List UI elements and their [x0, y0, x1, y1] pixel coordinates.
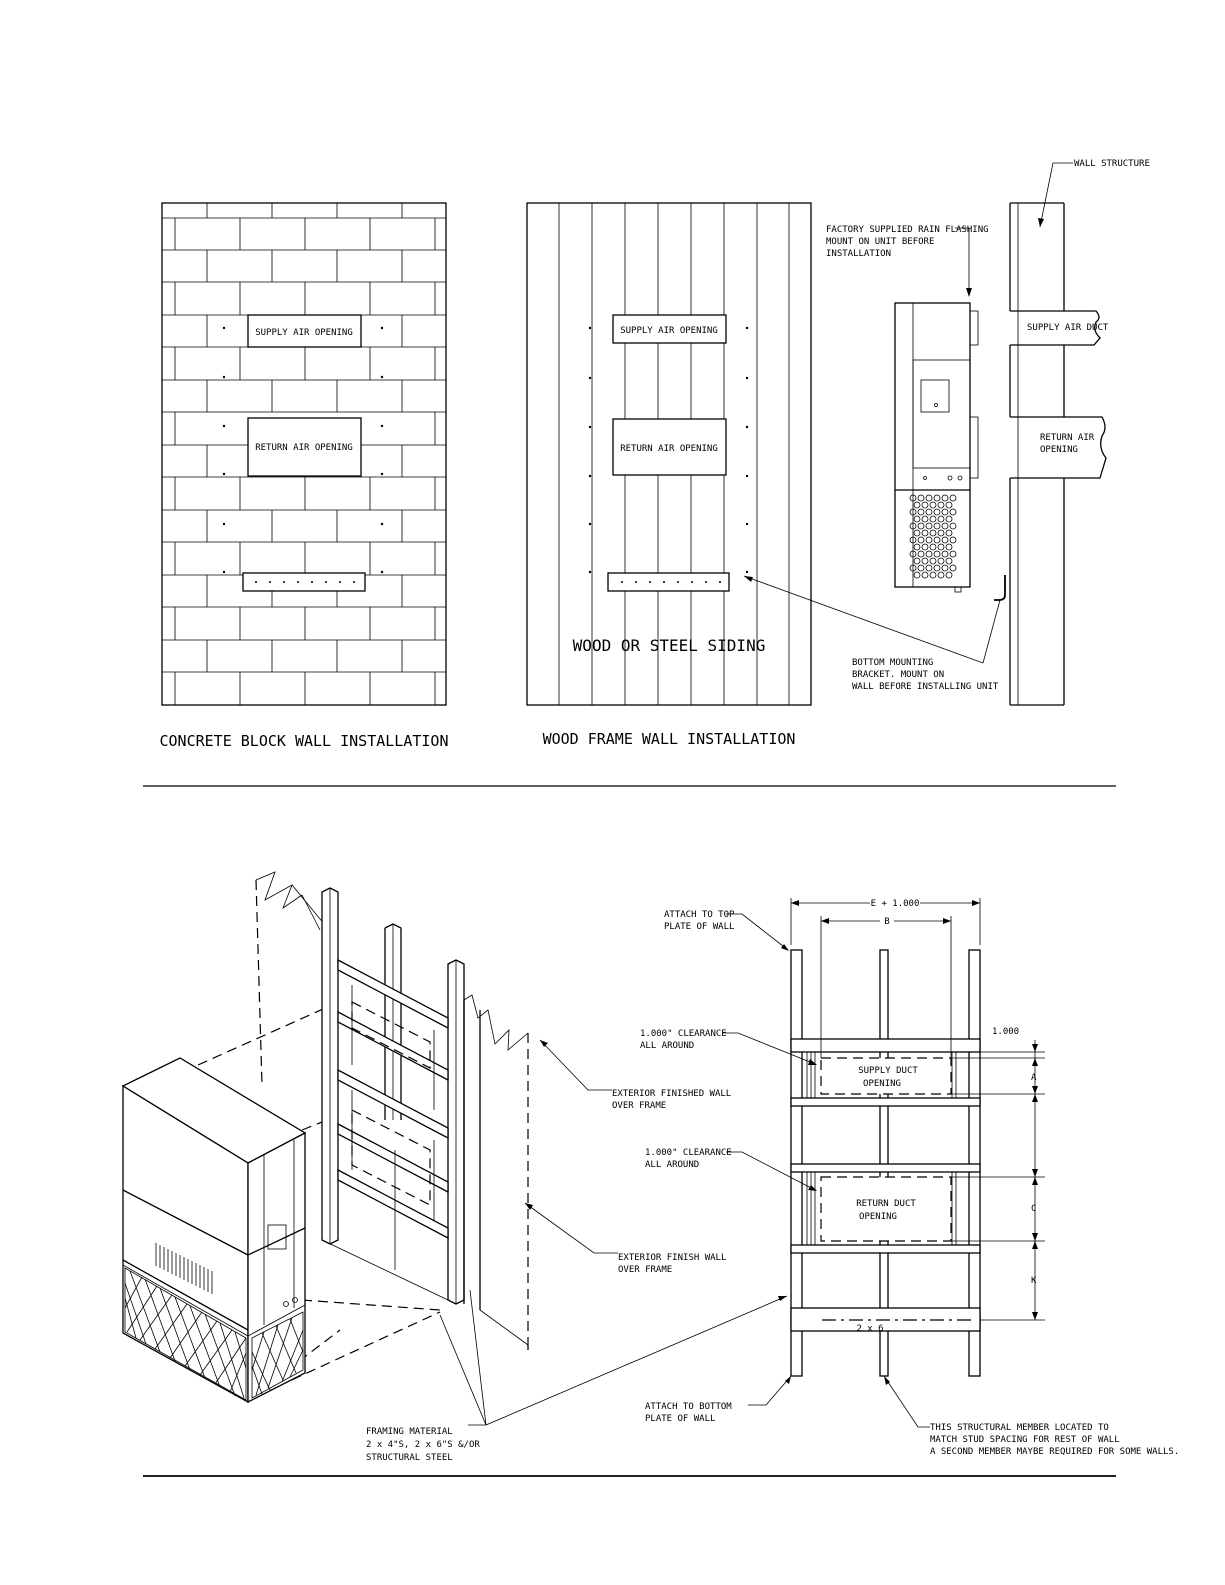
dim-e-label: E + 1.000: [870, 899, 920, 909]
attach-top-label-1: ATTACH TO TOP: [664, 910, 735, 920]
exterior-wall-label-2a: EXTERIOR FINISH WALL: [618, 1253, 727, 1263]
attach-bottom-label-1: ATTACH TO BOTTOM: [645, 1402, 732, 1412]
clearance-1-label-b: ALL AROUND: [640, 1041, 695, 1051]
wood-caption: WOOD FRAME WALL INSTALLATION: [542, 730, 796, 748]
framing-label-1: FRAMING MATERIAL: [366, 1427, 453, 1437]
exterior-wall-label-1a: EXTERIOR FINISHED WALL: [612, 1089, 732, 1099]
flashing-label-1: FACTORY SUPPLIED RAIN FLASHING: [826, 225, 989, 235]
wood-siding-label: WOOD OR STEEL SIDING: [572, 636, 766, 655]
bracket-label-3: WALL BEFORE INSTALLING UNIT: [852, 682, 999, 692]
return-air-label-1: RETURN AIR: [1040, 433, 1095, 443]
clearance-2-label-b: ALL AROUND: [645, 1160, 700, 1170]
attach-bottom-label-2: PLATE OF WALL: [645, 1414, 716, 1424]
dim-c-label: C: [1031, 1204, 1037, 1214]
isometric-unit: [123, 1058, 305, 1402]
side-view: [744, 159, 1150, 705]
member-label-3: A SECOND MEMBER MAYBE REQUIRED FOR SOME WALLS.: [930, 1447, 1180, 1457]
frame-elevation: [640, 896, 1179, 1457]
framing-label-2: 2 x 4"S, 2 x 6"S &/OR: [366, 1440, 480, 1450]
unit-grille: [910, 495, 956, 578]
flashing-label-2: MOUNT ON UNIT BEFORE: [826, 237, 935, 247]
concrete-supply-label: SUPPLY AIR OPENING: [255, 328, 353, 338]
concrete-bottom-bracket: [243, 573, 365, 591]
clearance-1-label-a: 1.000" CLEARANCE: [640, 1029, 727, 1039]
member-label-2: MATCH STUD SPACING FOR REST OF WALL: [930, 1435, 1120, 1445]
attach-top-label-2: PLATE OF WALL: [664, 922, 735, 932]
j-bracket: [994, 575, 1005, 600]
wood-return-label: RETURN AIR OPENING: [620, 444, 718, 454]
wood-frame-wall: [527, 203, 811, 748]
concrete-caption: CONCRETE BLOCK WALL INSTALLATION: [159, 732, 449, 750]
exterior-wall-label-2b: OVER FRAME: [618, 1265, 673, 1275]
wall-structure-label: WALL STRUCTURE: [1074, 159, 1150, 169]
bracket-label-1: BOTTOM MOUNTING: [852, 658, 934, 668]
framing-label-3: STRUCTURAL STEEL: [366, 1453, 453, 1463]
dim-b-label: B: [884, 917, 890, 927]
return-duct-label-2: OPENING: [859, 1212, 897, 1222]
wood-supply-label: SUPPLY AIR OPENING: [620, 326, 718, 336]
dim-k-label: K: [1031, 1276, 1037, 1286]
supply-duct-label-2: OPENING: [863, 1079, 901, 1089]
exterior-wall-panel: [464, 995, 528, 1350]
supply-duct-label: SUPPLY AIR DUCT: [1027, 323, 1109, 333]
supply-duct-label-1: SUPPLY DUCT: [858, 1066, 918, 1076]
return-duct-label-1: RETURN DUCT: [856, 1199, 916, 1209]
member-label-1: THIS STRUCTURAL MEMBER LOCATED TO: [930, 1423, 1109, 1433]
concrete-return-label: RETURN AIR OPENING: [255, 443, 353, 453]
exterior-wall-label-1b: OVER FRAME: [612, 1101, 667, 1111]
dim-1000-label: 1.000: [992, 1027, 1020, 1037]
flashing-label-3: INSTALLATION: [826, 249, 892, 259]
dim-a-label: A: [1031, 1073, 1037, 1083]
wood-bottom-bracket: [608, 573, 729, 591]
two-by-six-label: 2 x 6: [856, 1324, 884, 1334]
bracket-label-2: BRACKET. MOUNT ON: [852, 670, 945, 680]
isometric-frame: [322, 888, 464, 1304]
concrete-block-wall: [160, 203, 449, 750]
return-air-label-2: OPENING: [1040, 445, 1078, 455]
clearance-2-label-a: 1.000" CLEARANCE: [645, 1148, 732, 1158]
